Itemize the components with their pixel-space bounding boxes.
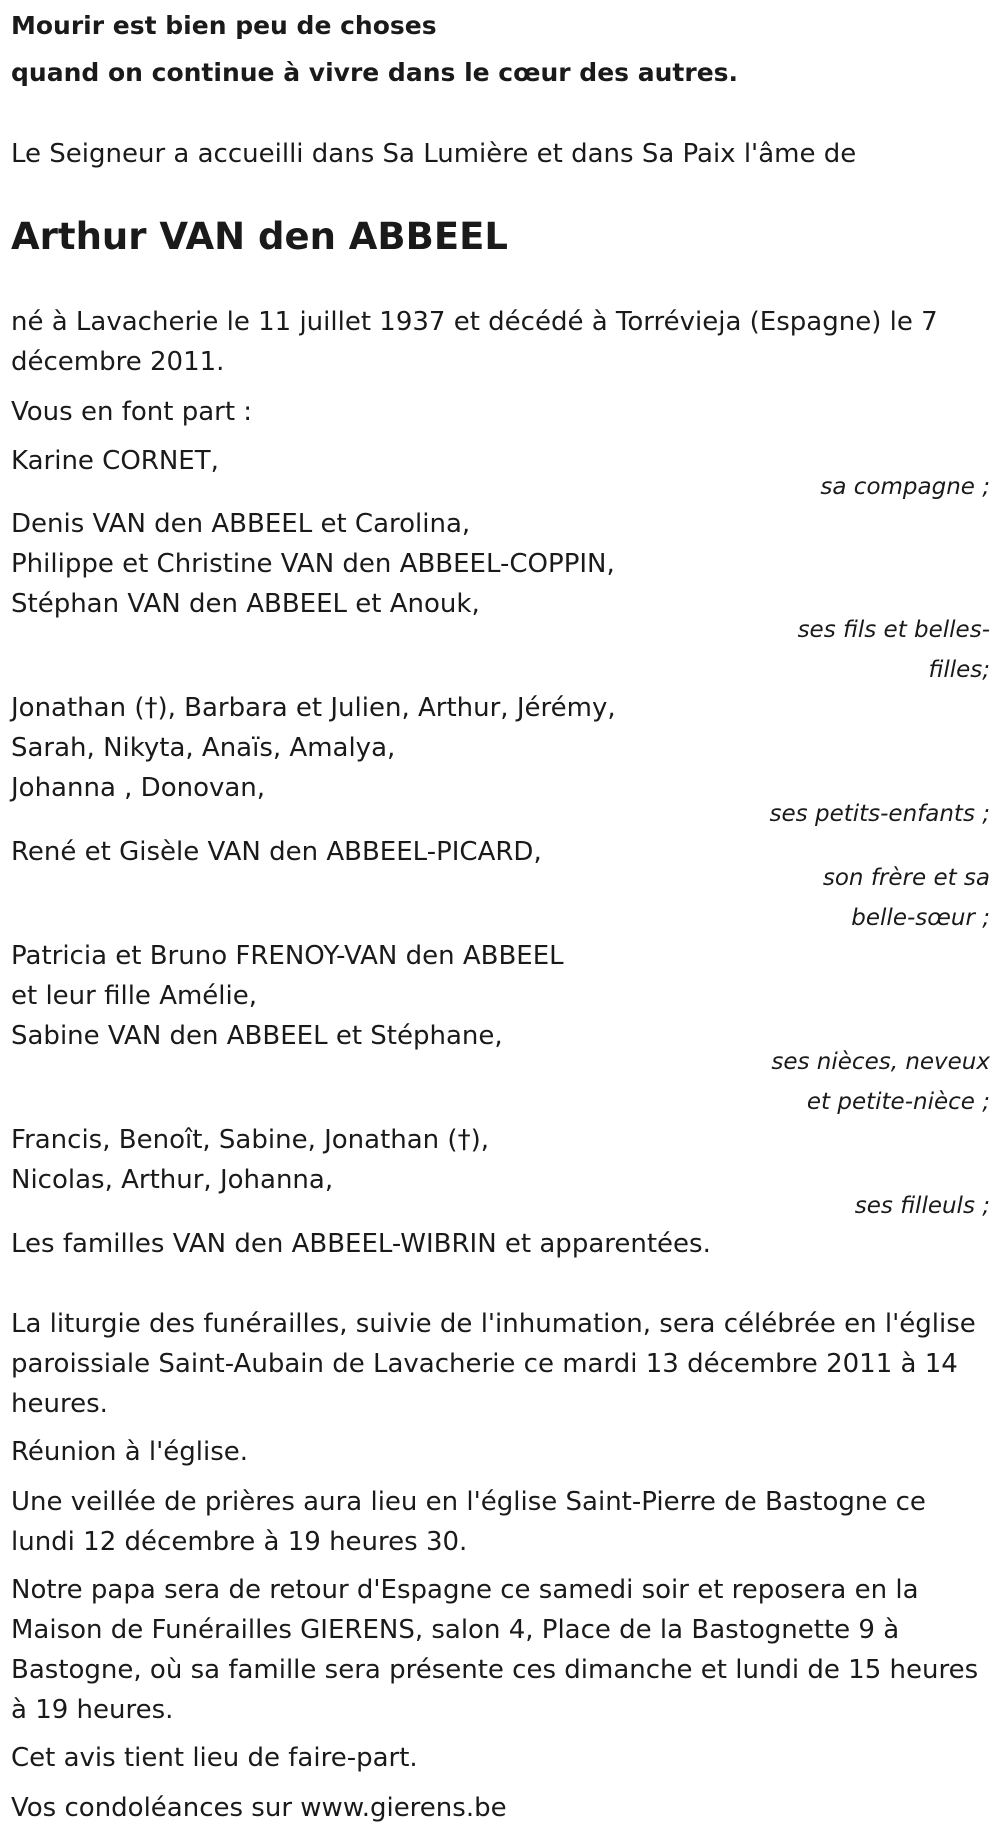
intro-text: Le Seigneur a accueilli dans Sa Lumière et dans Sa Paix l'âme de <box>11 139 857 169</box>
family-line: Philippe et Christine VAN den ABBEEL-COPPIN, <box>11 549 615 579</box>
family-line: Karine CORNET, <box>11 446 219 476</box>
families-line: Les familles VAN den ABBEEL-WIBRIN et apparentées. <box>11 1229 711 1259</box>
relation-label: et petite-nièce ; <box>806 1089 990 1115</box>
meeting-paragraph: Réunion à l'église. <box>11 1437 249 1467</box>
family-line: Patricia et Bruno FRENOY-VAN den ABBEEL <box>11 941 564 971</box>
vigil-paragraph: Une veillée de prières aura lieu en l'église Saint-Pierre de Bastogne ce lundi 12 décembre à 19 heures 30. <box>11 1487 926 1557</box>
deceased-name: Arthur VAN den ABBEEL <box>11 215 508 258</box>
liturgy-paragraph: La liturgie des funérailles, suivie de l'inhumation, sera célébrée en l'église paroissiale Saint-Aubain de Lavacherie ce mardi 13 décembre 2011 à 14 heures. <box>11 1309 976 1419</box>
epigraph-line-1: Mourir est bien peu de choses <box>11 11 437 40</box>
family-line: Sabine VAN den ABBEEL et Stéphane, <box>11 1021 503 1051</box>
family-line: Nicolas, Arthur, Johanna, <box>11 1165 334 1195</box>
relation-label: ses filleuls ; <box>854 1193 990 1219</box>
condolences-paragraph: Vos condoléances sur www.gierens.be <box>11 1793 507 1823</box>
family-line: Johanna , Donovan, <box>11 773 266 803</box>
relation-label: belle-sœur ; <box>851 905 990 931</box>
birth-death-line-1: né à Lavacherie le 11 juillet 1937 et décédé à Torrévieja (Espagne) le 7 <box>11 307 938 337</box>
notice-paragraph: Cet avis tient lieu de faire-part. <box>11 1743 418 1773</box>
return-paragraph: Notre papa sera de retour d'Espagne ce samedi soir et reposera en la Maison de Funérailles GIERENS, salon 4, Place de la Bastognette 9 à Bastogne, où sa famille sera présente ces dimanche et lundi de 15 heures à 19 heures. <box>11 1575 979 1725</box>
relation-label: ses petits-enfants ; <box>769 801 990 827</box>
birth-death-line-2: décembre 2011. <box>11 347 225 377</box>
family-line: René et Gisèle VAN den ABBEEL-PICARD, <box>11 837 542 867</box>
family-line: et leur fille Amélie, <box>11 981 258 1011</box>
relation-label: son frère et sa <box>822 865 990 891</box>
family-line: Francis, Benoît, Sabine, Jonathan (†), <box>11 1125 489 1155</box>
family-line: Sarah, Nikyta, Anaïs, Amalya, <box>11 733 396 763</box>
relation-label: filles; <box>928 657 990 683</box>
announcers-label: Vous en font part : <box>11 397 253 427</box>
family-line: Stéphan VAN den ABBEEL et Anouk, <box>11 589 480 619</box>
epigraph-line-2: quand on continue à vivre dans le cœur des autres. <box>11 58 739 87</box>
family-line: Denis VAN den ABBEEL et Carolina, <box>11 509 471 539</box>
family-line: Jonathan (†), Barbara et Julien, Arthur, Jérémy, <box>11 693 616 723</box>
relation-label: sa compagne ; <box>820 474 990 500</box>
relation-label: ses nièces, neveux <box>771 1049 990 1075</box>
relation-label: ses fils et belles- <box>797 617 990 643</box>
